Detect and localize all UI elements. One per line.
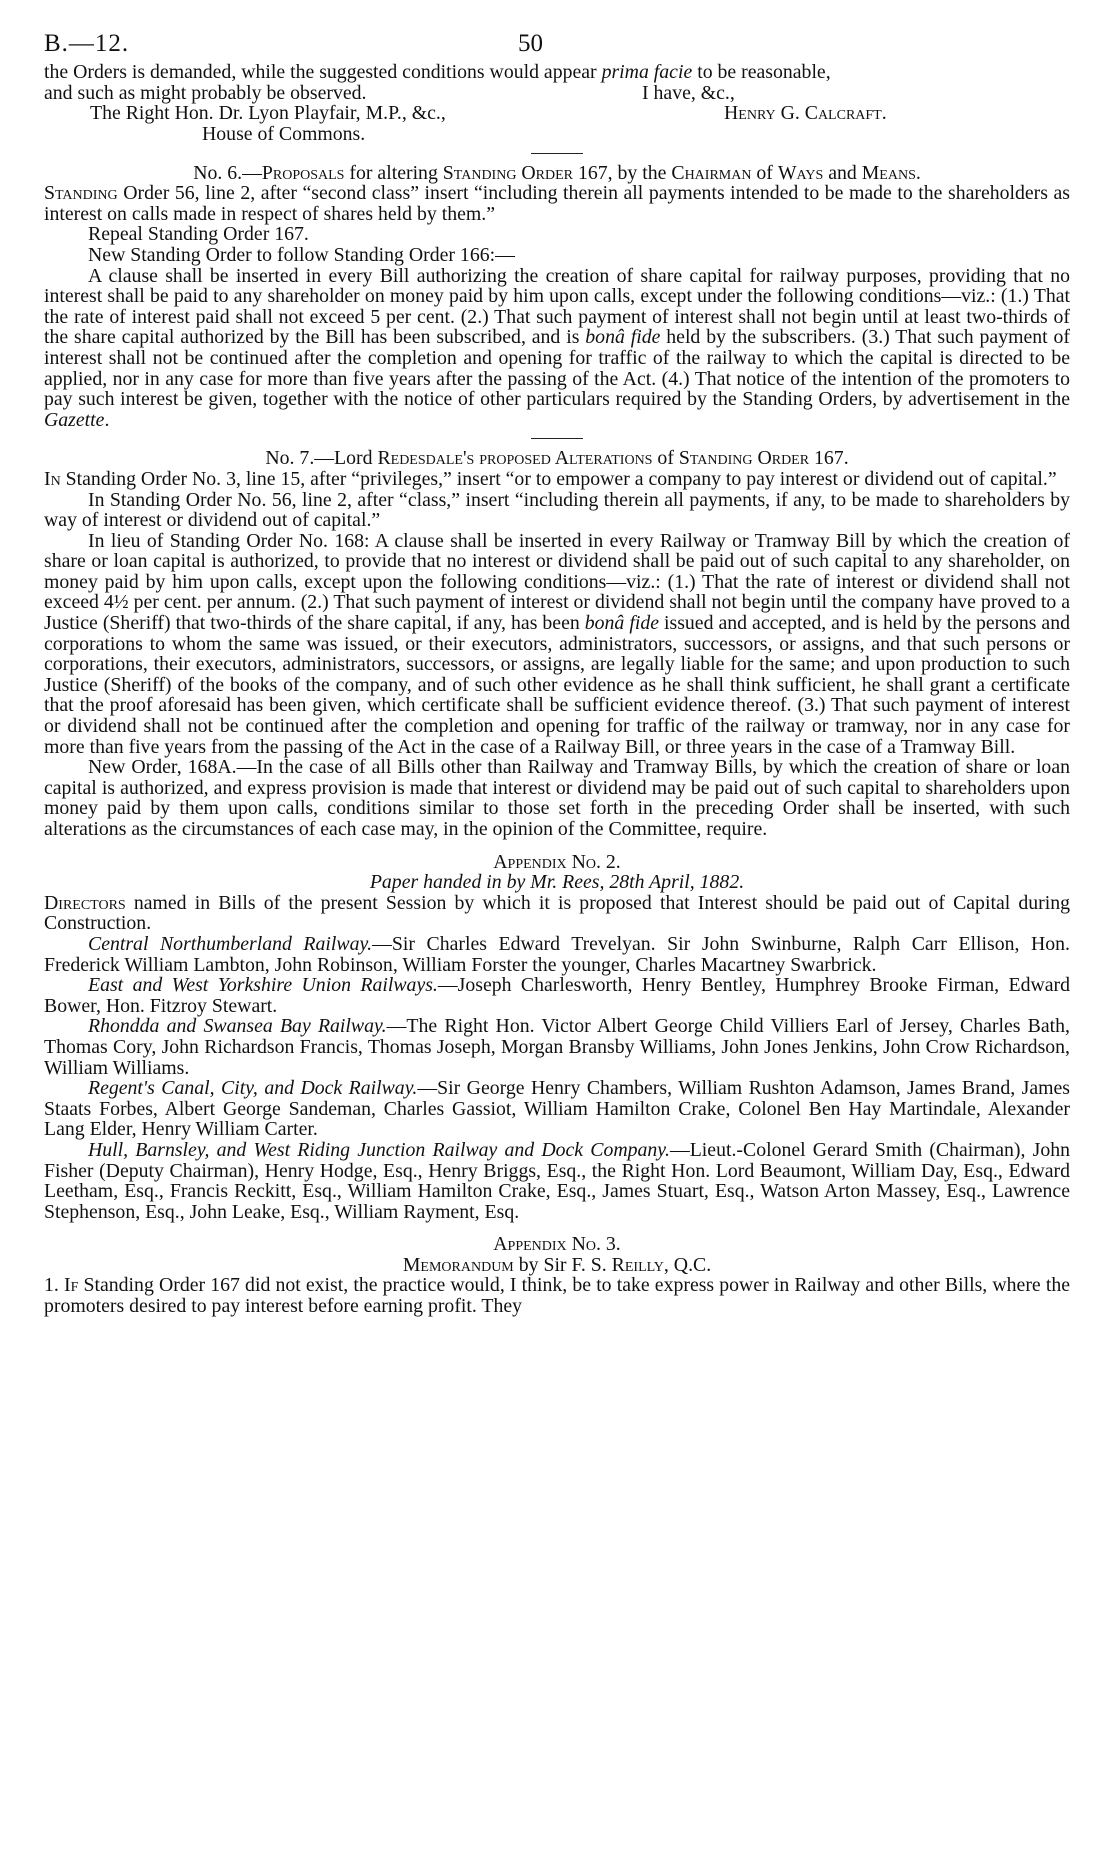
appendix2-title: Appendix No. 2. — [493, 850, 621, 873]
letter-ending — [44, 62, 1070, 145]
director-entry: Regent's Canal, City, and Dock Railway.—Sir George Henry Chambers, William Rushton Adamson, James Brand, James Staats Forbes, Albert George Sandeman, Charles Gassiot, William Hamilton Crake, Colonel Ben Hay Martindale, Alexander Lang Elder, Henry William Carter. — [44, 1077, 1070, 1141]
document-page — [44, 0, 1070, 1317]
no7-heading: No. 7.—Lord Redesdale's proposed Alterations of Standing Order 167. — [265, 447, 849, 470]
no7-paragraph-4: New Order, 168A.—In the case of all Bills other than Railway and Tramway Bills, by which the creation of share or loan capital is authorized, and express provision is made that interest or dividend may be paid out of such capital to shareholders upon money paid by them upon calls, conditions similar to those set forth in the preceding Order shall be inserted, with such alterations as the circumstances of each case may, in the opinion of the Committee, require. — [44, 756, 1070, 840]
director-entry: East and West Yorkshire Union Railways.—Joseph Charlesworth, Henry Bentley, Humphrey Brooke Firman, Edward Bower, Hon. Fitzroy Stewart. — [44, 974, 1071, 1017]
appendix3-title: Appendix No. 3. — [493, 1233, 621, 1256]
appendix2-subtitle: Paper handed in by Mr. Rees, 28th April, 1882. — [369, 871, 745, 894]
section-divider — [531, 438, 583, 439]
appendix3-paragraph-1: 1. If Standing Order 167 did not exist, the practice would, I think, be to take express power in Railway and other Bills, where the promoters desired to pay interest before earning profit. They — [44, 1274, 1071, 1318]
no7-paragraph-1: In Standing Order No. 3, line 15, after “privileges,” insert “or to empower a company to pay interest or dividend out of capital.” — [44, 467, 1057, 490]
director-entry: Rhondda and Swansea Bay Railway.—The Right Hon. Victor Albert George Child Villiers Earl of Jersey, Charles Bath, Thomas Cory, John Richardson Francis, Thomas Joseph, Morgan Bransby Williams, John Jones Jenkins, John Crow Richardson, William Williams. — [44, 1015, 1070, 1079]
document-reference: B.—12. — [44, 30, 130, 57]
appendix-2 — [44, 852, 1070, 1223]
page-number: 50 — [518, 30, 543, 57]
letter-signoff — [44, 83, 1070, 145]
letter-addressee: The Right Hon. Dr. Lyon Playfair, M.P., &c., — [90, 102, 446, 125]
section-no-7 — [44, 448, 1070, 839]
no6-paragraph-3: New Standing Order to follow Standing Order 166:— — [88, 243, 515, 266]
letter-addressee-place: House of Commons. — [202, 122, 366, 145]
no6-heading: No. 6.—Proposals for altering Standing Order 167, by the Chairman of Ways and Means. — [193, 161, 921, 184]
appendix2-intro: Directors named in Bills of the present Session by which it is proposed that Interest should be paid out of Capital during Construction. — [44, 891, 1070, 935]
section-no-6 — [44, 163, 1070, 431]
letter-signature: Henry G. Calcraft. — [724, 102, 887, 125]
letter-line-2: and such as might probably be observed. — [44, 81, 367, 104]
no7-paragraph-2: In Standing Order No. 56, line 2, after “class,” insert “including therein all payments, if any, to be made to shareholders by way of interest or dividend out of capital.” — [44, 488, 1070, 532]
director-entry: Hull, Barnsley, and West Riding Junction Railway and Dock Company.—Lieut.-Colonel Gerard Smith (Chairman), John Fisher (Deputy Chairman), Henry Hodge, Esq., Henry Briggs, Esq., the Right Hon. Lord Beaumont, William Day, Esq., Edward Leetham, Esq., Francis Reckitt, Esq., William Hamilton Crake, Esq., James Stuart, Esq., Watson Arton Massey, Esq., Lawrence Stephenson, Esq., John Leake, Esq., William Rayment, Esq. — [44, 1138, 1071, 1223]
page-header — [44, 0, 1070, 62]
no7-paragraph-3: In lieu of Standing Order No. 168: A clause shall be inserted in every Railway or Tramway Bill by which the creation of share or loan capital is authorized, to provide that no interest or dividend shall be paid out of such capital to any shareholder, on money paid by him upon calls, except upon the following conditions—viz.: (1.) That the rate of interest or dividend shall not exceed 4½ per cent. per annum. (2.) That such payment of interest or dividend shall not begin until the company have proved to a Justice (Sheriff) that two-thirds of the share capital, if any, has been bonâ fide issued and accepted, and is held by the persons and corporations to whom the same was issued, or their executors, administrators, successors, or assigns, and that such persons or corporations, their executors, administrators, successors, or assigns, are legally liable for the same; and upon production to such Justice (Sheriff) of the books of the company, and of such other evidence as he shall think sufficient, he shall grant a certificate that the proof aforesaid has been given, which certificate shall be sufficient evidence thereof. (3.) That such payment of interest or dividend shall not be continued after the completion and opening for traffic of the railway or tramway, nor in any case for more than five years from the passing of the Act in the case of a Railway Bill, or three years in the case of a Tramway Bill. — [44, 529, 1070, 758]
section-divider — [531, 153, 583, 154]
no6-paragraph-1: Standing Order 56, line 2, after “second class” insert “including therein all payments intended to be made to the shareholders as interest on calls made in respect of shares held by them.” — [44, 182, 1070, 225]
letter-line-1: the Orders is demanded, while the suggested conditions would appear prima facie to be reasonable, — [44, 61, 831, 83]
no6-paragraph-2: Repeal Standing Order 167. — [88, 223, 309, 246]
appendix3-subtitle: Memorandum by Sir F. S. Reilly, Q.C. — [402, 1253, 712, 1276]
letter-closing: I have, &c., — [642, 81, 735, 104]
no6-paragraph-4: A clause shall be inserted in every Bill authorizing the creation of share capital for railway purposes, providing that no interest shall be paid to any shareholder on money paid by him upon calls, except under the following conditions—viz.: (1.) That the rate of interest paid shall not exceed 5 per cent. (2.) That such payment of interest shall not begin until at least two-thirds of the share capital authorized by the Bill has been subscribed, and is bonâ fide held by the subscribers. (3.) That such payment of interest shall not be continued after the completion and opening for traffic of the railway to which the capital is directed to be applied, nor in any case for more than five years after the passing of the Act. (4.) That notice of the intention of the promoters to pay such interest be given, together with the notice of other particulars required by the Standing Orders, by advertisement in the Gazette. — [44, 264, 1070, 431]
director-entry: Central Northumberland Railway.—Sir Charles Edward Trevelyan. Sir John Swinburne, Ralph Carr Ellison, Hon. Frederick William Lambton, John Robinson, William Forster the younger, Charles Macartney Swarbrick. — [44, 932, 1070, 976]
appendix-3 — [44, 1234, 1070, 1316]
